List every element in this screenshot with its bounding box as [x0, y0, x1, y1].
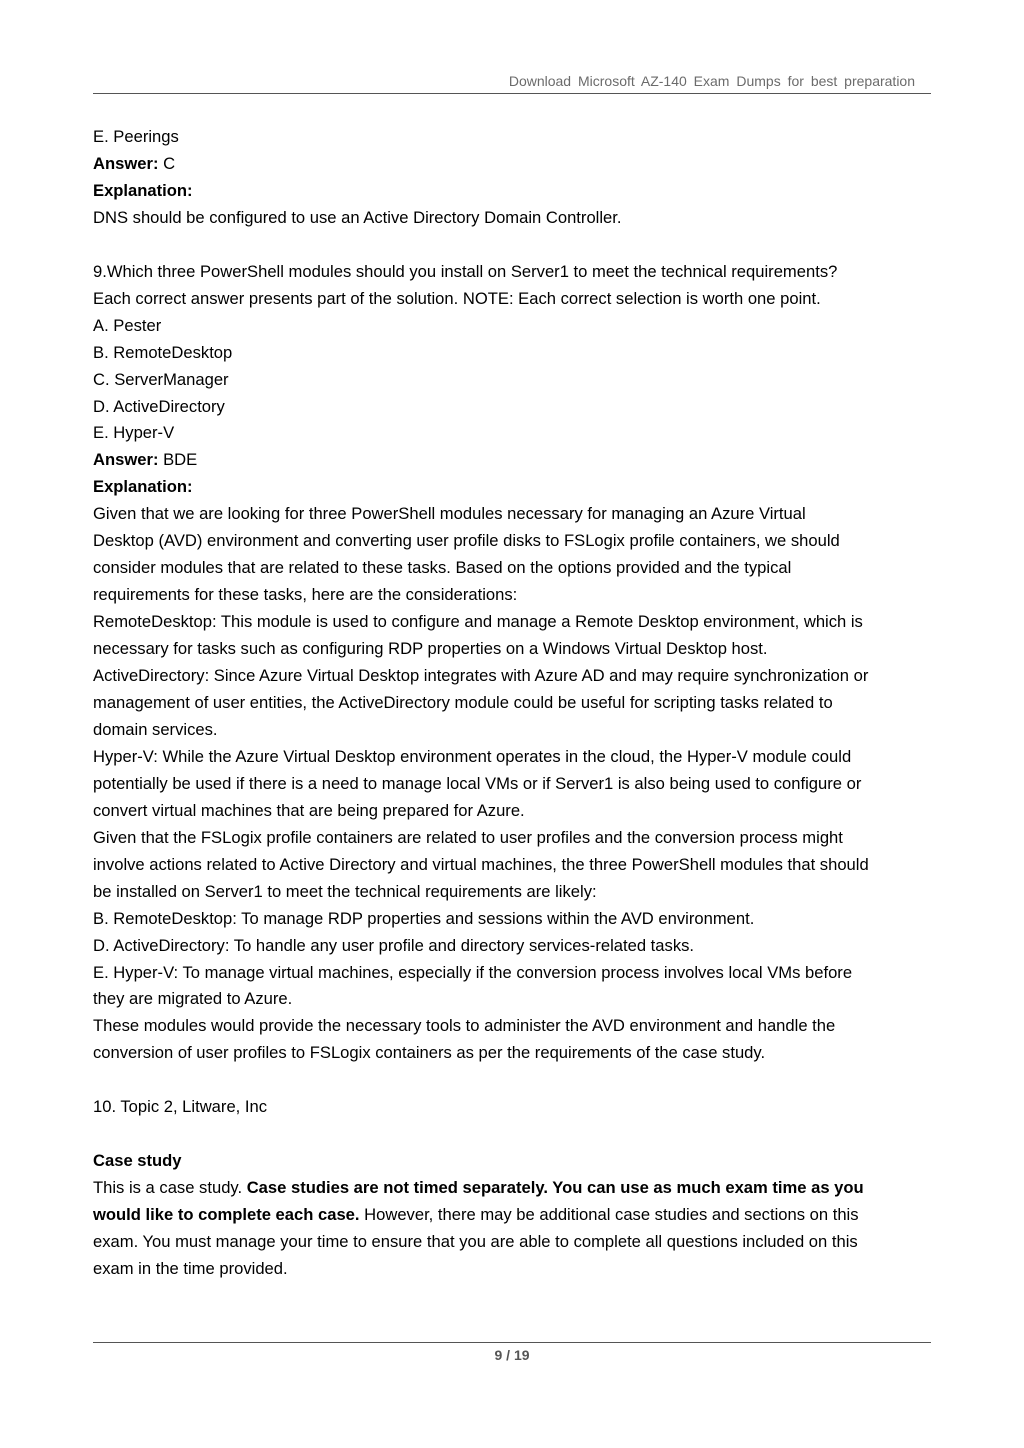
case-study-line-2	[93, 1202, 938, 1229]
footer-divider	[93, 1342, 931, 1343]
q8-explanation: DNS should be configured to use an Active Directory Domain Controller.	[93, 207, 622, 227]
q9-option-a: A. Pester	[93, 315, 162, 335]
q9-explanation-line: necessary for tasks such as configuring RDP properties on a Windows Virtual Desktop host.	[93, 639, 768, 659]
header-divider	[93, 93, 931, 94]
q9-explanation-line: B. RemoteDesktop: To manage RDP properties and sessions within the AVD environment.	[93, 908, 755, 928]
q9-explanation-line: Hyper-V: While the Azure Virtual Desktop environment operates in the cloud, the Hyper-V module could	[93, 746, 852, 766]
q8-answer	[93, 151, 938, 178]
q9-explanation-line: E. Hyper-V: To manage virtual machines, especially if the conversion process involves local VMs before	[93, 962, 853, 982]
case-study-line-4: exam in the time provided.	[93, 1258, 288, 1278]
q9-question-line-2: Each correct answer presents part of the solution. NOTE: Each correct selection is worth one point.	[93, 288, 821, 308]
case-study-rest: However, there may be additional case studies and sections on this	[359, 1205, 859, 1225]
q9-explanation-line: Desktop (AVD) environment and converting user profile disks to FSLogix profile containers, we should	[93, 531, 840, 551]
q9-explanation-line: requirements for these tasks, here are the considerations:	[93, 585, 518, 605]
case-study-line-3: exam. You must manage your time to ensure that you are able to complete all questions included on this	[93, 1232, 858, 1252]
q8-answer-label: Answer:	[93, 153, 159, 173]
q10-title: 10. Topic 2, Litware, Inc	[93, 1097, 268, 1117]
spacer	[93, 1121, 938, 1148]
q9-explanation-line: consider modules that are related to these tasks. Based on the options provided and the typical	[93, 558, 792, 578]
q9-explanation-line: ActiveDirectory: Since Azure Virtual Desktop integrates with Azure AD and may require synchronization or	[93, 666, 869, 686]
case-study-line-1	[93, 1175, 938, 1202]
q9-explanation-line: be installed on Server1 to meet the technical requirements are likely:	[93, 881, 597, 901]
q9-question-line-1: 9.Which three PowerShell modules should you install on Server1 to meet the technical requirements?	[93, 261, 838, 281]
q9-explanation-line: Given that the FSLogix profile containers are related to user profiles and the conversion process might	[93, 827, 843, 847]
q9-explanation-line: involve actions related to Active Directory and virtual machines, the three PowerShell modules that should	[93, 854, 869, 874]
q9-explanation-line: RemoteDesktop: This module is used to configure and manage a Remote Desktop environment, which is	[93, 612, 863, 632]
q9-answer	[93, 447, 938, 474]
q9-explanation-line: conversion of user profiles to FSLogix containers as per the requirements of the case study.	[93, 1043, 766, 1063]
q8-answer-value: C	[158, 153, 176, 173]
q9-option-b: B. RemoteDesktop	[93, 342, 233, 362]
q9-explanation-line: domain services.	[93, 719, 218, 739]
page-header: Download Microsoft AZ-140 Exam Dumps for best preparation	[508, 73, 915, 89]
case-study-heading: Case study	[93, 1151, 182, 1171]
q9-explanation-line: Given that we are looking for three PowerShell modules necessary for managing an Azure Virtual	[93, 504, 806, 524]
case-study-intro: This is a case study.	[93, 1178, 247, 1198]
q8-option-e: E. Peerings	[93, 127, 179, 146]
q9-answer-value: BDE	[158, 450, 198, 470]
q9-option-e: E. Hyper-V	[93, 423, 175, 443]
q9-explanation-line: D. ActiveDirectory: To handle any user profile and directory services-related tasks.	[93, 935, 695, 955]
q9-option-c: C. ServerManager	[93, 369, 229, 389]
q9-explanation-line: convert virtual machines that are being prepared for Azure.	[93, 800, 525, 820]
q8-explanation-label: Explanation:	[93, 180, 193, 200]
page-content	[93, 124, 938, 1283]
page-number: 9 / 19	[494, 1347, 530, 1363]
q9-option-d: D. ActiveDirectory	[93, 396, 225, 416]
q9-explanation-label: Explanation:	[93, 477, 193, 497]
q9-explanation-line: they are migrated to Azure.	[93, 989, 293, 1009]
case-study-emphasis-2: would like to complete each case.	[93, 1205, 360, 1225]
spacer	[93, 1067, 938, 1094]
q9-explanation-line: management of user entities, the ActiveDirectory module could be useful for scripting tasks related to	[93, 693, 833, 712]
q9-explanation-line: These modules would provide the necessary tools to administer the AVD environment and handle the	[93, 1016, 836, 1036]
case-study-emphasis-1: Case studies are not timed separately. You can use as much exam time as you	[246, 1178, 864, 1198]
spacer	[93, 232, 938, 259]
q9-explanation-line: potentially be used if there is a need to manage local VMs or if Server1 is also being used to configure or	[93, 773, 862, 793]
q9-answer-label: Answer:	[93, 450, 159, 470]
